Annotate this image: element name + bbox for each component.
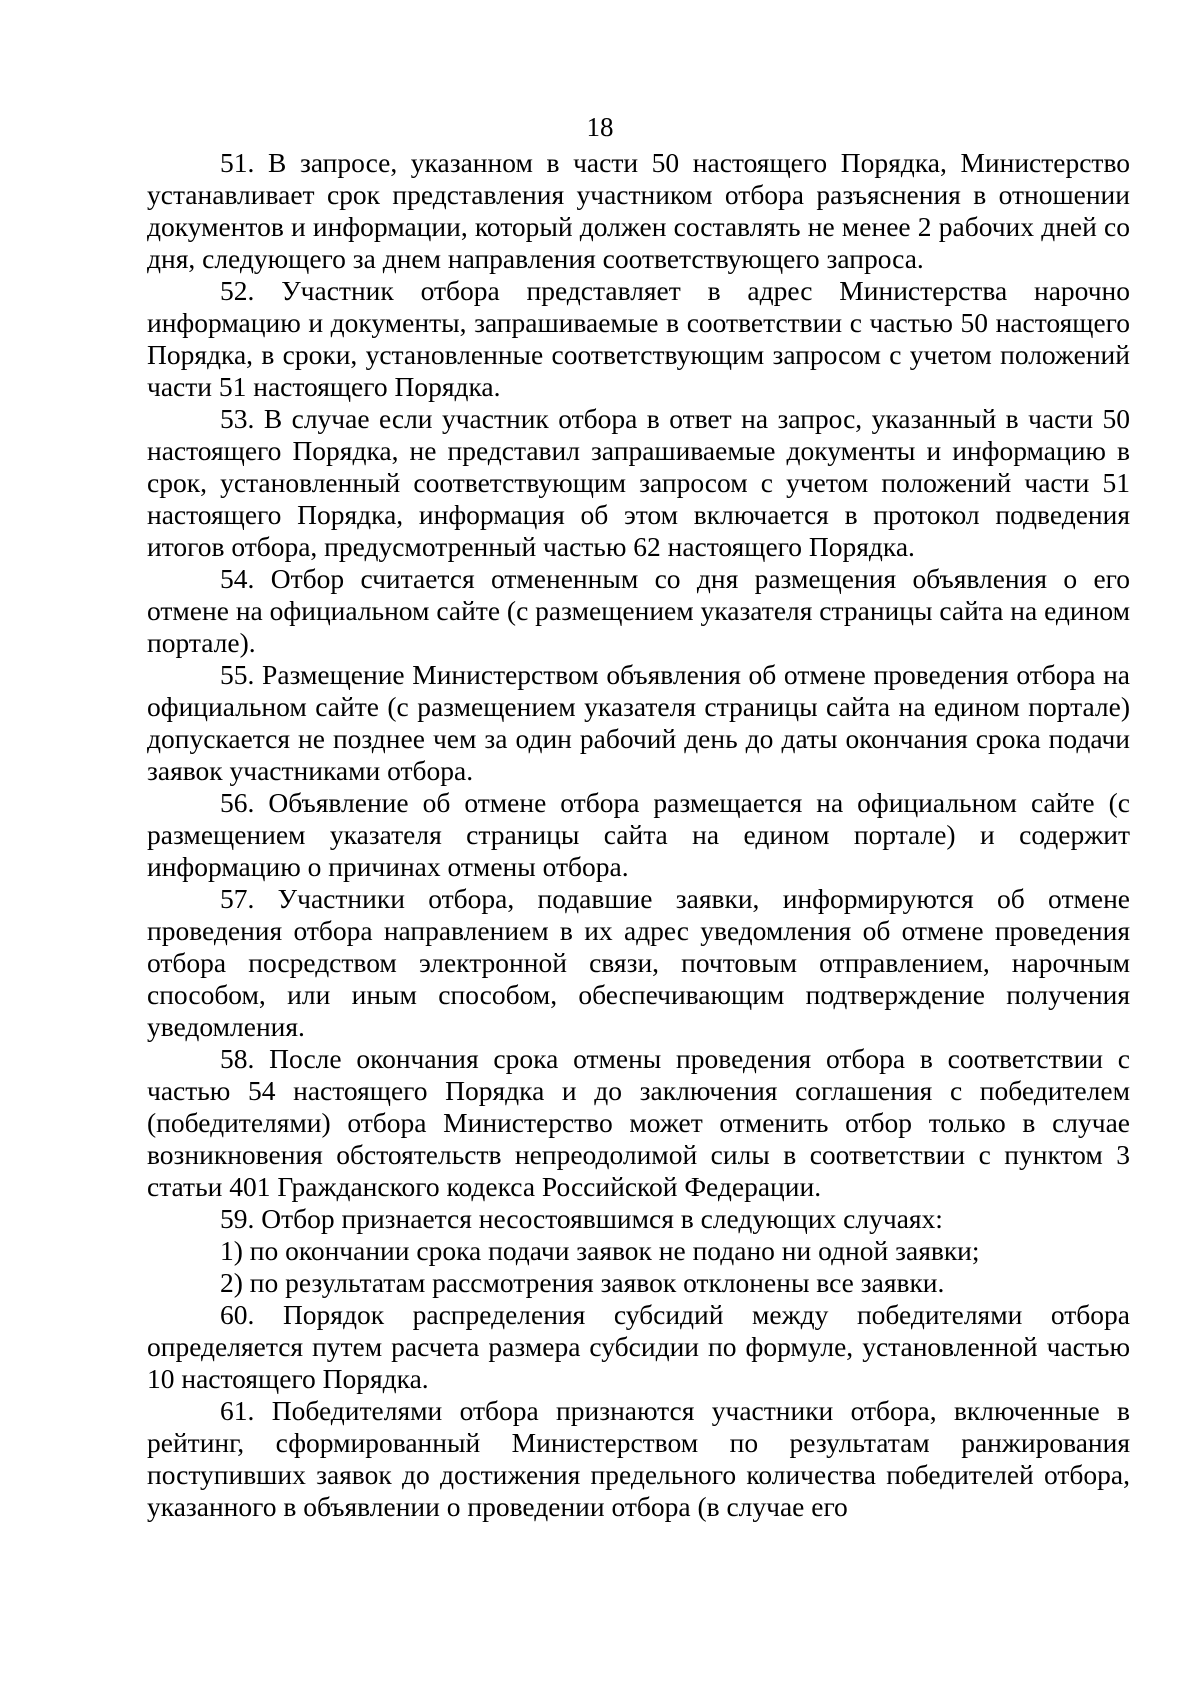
paragraph-58: 58. После окончания срока отмены проведения отбора в соответствии с частью 54 настоящего Порядка и до заключения соглашения с победителем (победителями) отбора Министерство может отменить отбор только в случае возникновения обстоятельств непреодолимой силы в соответствии с пунктом 3 статьи 401 Гражданского кодекса Российской Федерации.: [147, 1043, 1130, 1202]
list-item-1: 1) по окончании срока подачи заявок не подано ни одной заявки;: [220, 1235, 980, 1266]
paragraph-52: 52. Участник отбора представляет в адрес Министерства нарочно информацию и документы, запрашиваемые в соответствии с частью 50 настоящего Порядка, в сроки, установленные соответствующим запросом с учетом положений части 51 настоящего Порядка.: [147, 275, 1130, 402]
paragraph-56: 56. Объявление об отмене отбора размещается на официальном сайте (с размещением указателя страницы сайта на едином портале) и содержит информацию о причинах отмены отбора.: [147, 787, 1130, 882]
paragraph-51: 51. В запросе, указанном в части 50 настоящего Порядка, Министерство устанавливает срок представления участником отбора разъяснения в отношении документов и информации, который должен составлять не менее 2 рабочих дней со дня, следующего за днем направления соответствующего запроса.: [147, 147, 1130, 274]
paragraph-53: 53. В случае если участник отбора в ответ на запрос, указанный в части 50 настоящего Порядка, не представил запрашиваемые документы и информацию в срок, установленный соответствующим запросом с учетом положений части 51 настоящего Порядка, информация об этом включается в протокол подведения итогов отбора, предусмотренный частью 62 настоящего Порядка.: [147, 403, 1130, 562]
page-number: 18: [586, 112, 614, 142]
paragraph-61: 61. Победителями отбора признаются участники отбора, включенные в рейтинг, сформированный Министерством по результатам ранжирования поступивших заявок до достижения предельного количества победителей отбора, указанного в объявлении о проведении отбора (в случае его: [147, 1395, 1130, 1522]
paragraph-59: 59. Отбор признается несостоявшимся в следующих случаях:: [220, 1203, 943, 1234]
list-item-2: 2) по результатам рассмотрения заявок отклонены все заявки.: [220, 1267, 945, 1298]
document-body: [147, 147, 1130, 1523]
paragraph-57: 57. Участники отбора, подавшие заявки, информируются об отмене проведения отбора направлением в их адрес уведомления об отмене проведения отбора посредством электронной связи, почтовым отправлением, нарочным способом, или иным способом, обеспечивающим подтверждение получения уведомления.: [147, 883, 1130, 1042]
paragraph-54: 54. Отбор считается отмененным со дня размещения объявления о его отмене на официальном сайте (с размещением указателя страницы сайта на едином портале).: [147, 563, 1130, 658]
paragraph-55: 55. Размещение Министерством объявления об отмене проведения отбора на официальном сайте (с размещением указателя страницы сайта на едином портале) допускается не позднее чем за один рабочий день до даты окончания срока подачи заявок участниками отбора.: [147, 659, 1130, 786]
paragraph-60: 60. Порядок распределения субсидий между победителями отбора определяется путем расчета размера субсидии по формуле, установленной частью 10 настоящего Порядка.: [147, 1299, 1130, 1394]
